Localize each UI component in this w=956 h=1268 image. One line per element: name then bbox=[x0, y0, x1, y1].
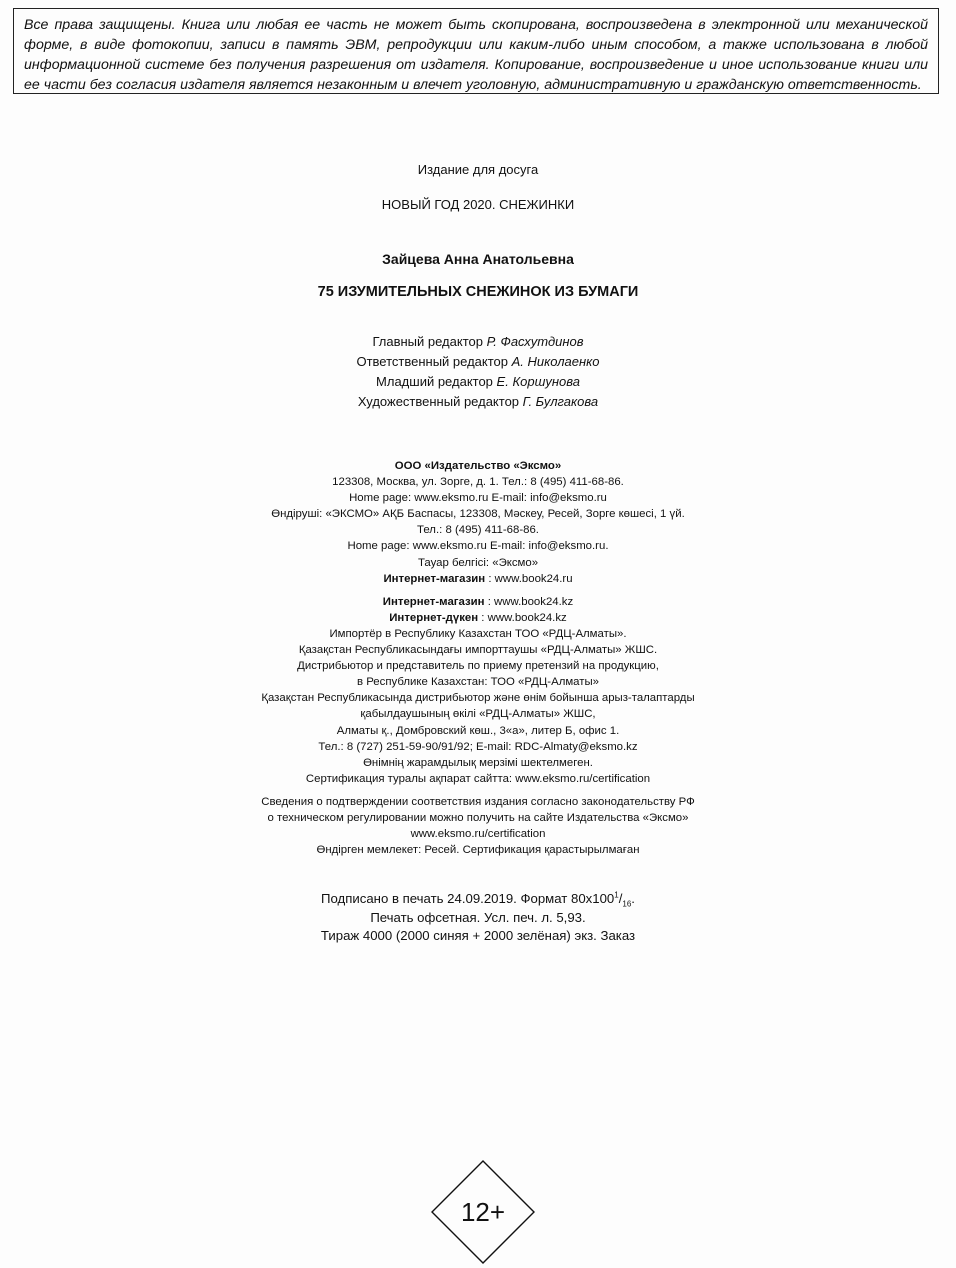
editors-block bbox=[0, 332, 956, 412]
copyright-line: или ее части без согласия издателя является незаконным и влечет уголовную, административную и гражданскую ответственность. bbox=[24, 57, 928, 93]
importer-kz: Қазақстан Республикасындағы импорттаушы «РДЦ-Алматы» ЖШС. bbox=[298, 644, 658, 657]
copyright-line: форме, в виде фотокопии, записи в память ЭВМ, репродукции или каким-либо иным способом, а также использована в любой bbox=[24, 37, 928, 53]
editor-role: Главный редактор bbox=[372, 334, 483, 349]
editor-role: Младший редактор bbox=[376, 374, 493, 389]
shelf-life: Өнімнің жарамдылық мерзімі шектелмеген. bbox=[363, 756, 593, 769]
certification-info: о техническом регулировании можно получить на сайте Издательства «Эксмо» bbox=[267, 811, 689, 824]
producer-kz: Өндіруші: «ЭКСМО» АҚБ Баспасы, 123308, Мәскеу, Ресей, Зорге көшесі, 1 үй. bbox=[271, 508, 685, 521]
editor-name: А. Николаенко bbox=[511, 354, 600, 369]
editor-role: Ответственный редактор bbox=[356, 354, 508, 369]
copyright-notice bbox=[13, 8, 939, 94]
editor-name: Г. Булгакова bbox=[522, 394, 599, 409]
editor-name: Р. Фасхутдинов bbox=[486, 334, 584, 349]
editor-name: Е. Коршунова bbox=[496, 374, 580, 389]
editor-line bbox=[0, 332, 956, 352]
importer: Импортёр в Республику Казахстан ТОО «РДЦ-Алматы». bbox=[329, 627, 627, 640]
series-title: НОВЫЙ ГОД 2020. СНЕЖИНКИ bbox=[381, 197, 575, 212]
distributor-kz: қабылдаушының өкілі «РДЦ-Алматы» ЖШС, bbox=[360, 708, 596, 721]
certification-info: Сведения о подтверждении соответствия издания согласно законодательству РФ bbox=[261, 795, 695, 808]
signed-to-print: Подписано в печать 24.09.2019. Формат $80х100^1/_{16}$. bbox=[321, 890, 635, 909]
publisher-web: Home page: www.eksmo.ru E-mail: info@eksmo.ru. bbox=[347, 540, 609, 553]
editor-line bbox=[0, 372, 956, 392]
age-rating-badge bbox=[431, 1160, 535, 1264]
country-of-origin: Өндірген мемлекет: Ресей. Сертификация қарастырылмаған bbox=[316, 844, 640, 857]
print-type: Печать офсетная. Усл. печ. л. 5,93. bbox=[370, 909, 586, 925]
trademark: Тауар белгісі: «Эксмо» bbox=[417, 556, 539, 569]
book-title: 75 ИЗУМИТЕЛЬНЫХ СНЕЖИНОК ИЗ БУМАГИ bbox=[317, 284, 639, 300]
certification-url: www.eksmo.ru/certification bbox=[410, 828, 546, 841]
circulation: Тираж 4000 (2000 синяя + 2000 зелёная) экз. Заказ bbox=[320, 928, 636, 943]
copyright-line: информационной системе без получения разрешения от издателя. Копирование, воспроизведение и иное использование книги bbox=[24, 57, 900, 73]
genre-label: Издание для досуга bbox=[417, 162, 539, 177]
certification-kz: Сертификация туралы ақпарат сайтта: www.eksmo.ru/certification bbox=[305, 772, 651, 785]
almaty-address: Алматы қ., Домбровский көш., 3«а», литер Б, офис 1. bbox=[336, 724, 620, 737]
distributor: Дистрибьютор и представитель по приему претензий на продукцию, bbox=[297, 660, 659, 673]
distributor-kz: Қазақстан Республикасында дистрибьютор және өнім бойынша арыз-талаптарды bbox=[261, 692, 695, 705]
publisher-address: 123308, Москва, ул. Зорге, д. 1. Тел.: 8 (495) 411-68-86. bbox=[332, 476, 624, 489]
online-shop-ru: Интернет-магазин : www.book24.ru bbox=[383, 572, 573, 585]
copyright-line: Все права защищены. Книга или любая ее часть не может быть скопирована, воспроизведена в электронной или механической bbox=[24, 17, 928, 33]
online-shop-kz-kazakh: Интернет-дүкен : www.book24.kz bbox=[389, 611, 567, 624]
editor-line bbox=[0, 392, 956, 412]
age-rating-text: 12+ bbox=[460, 1197, 506, 1227]
online-shop-kz: Интернет-магазин : www.book24.kz bbox=[382, 595, 574, 608]
editor-line bbox=[0, 352, 956, 372]
publisher-imprint bbox=[0, 458, 956, 858]
producer-phone: Тел.: 8 (495) 411-68-86. bbox=[417, 524, 539, 537]
printing-info bbox=[0, 890, 956, 946]
author-name: Зайцева Анна Анатольевна bbox=[382, 251, 574, 267]
almaty-contacts: Тел.: 8 (727) 251-59-90/91/92; E-mail: RDC-Almaty@eksmo.kz bbox=[318, 740, 638, 753]
editor-role: Художественный редактор bbox=[357, 394, 520, 409]
publisher-name: ООО «Издательство «Эксмо» bbox=[394, 460, 562, 472]
publisher-web: Home page: www.eksmo.ru E-mail: info@eksmo.ru bbox=[349, 492, 607, 505]
distributor: в Республике Казахстан: ТОО «РДЦ-Алматы» bbox=[356, 676, 599, 689]
